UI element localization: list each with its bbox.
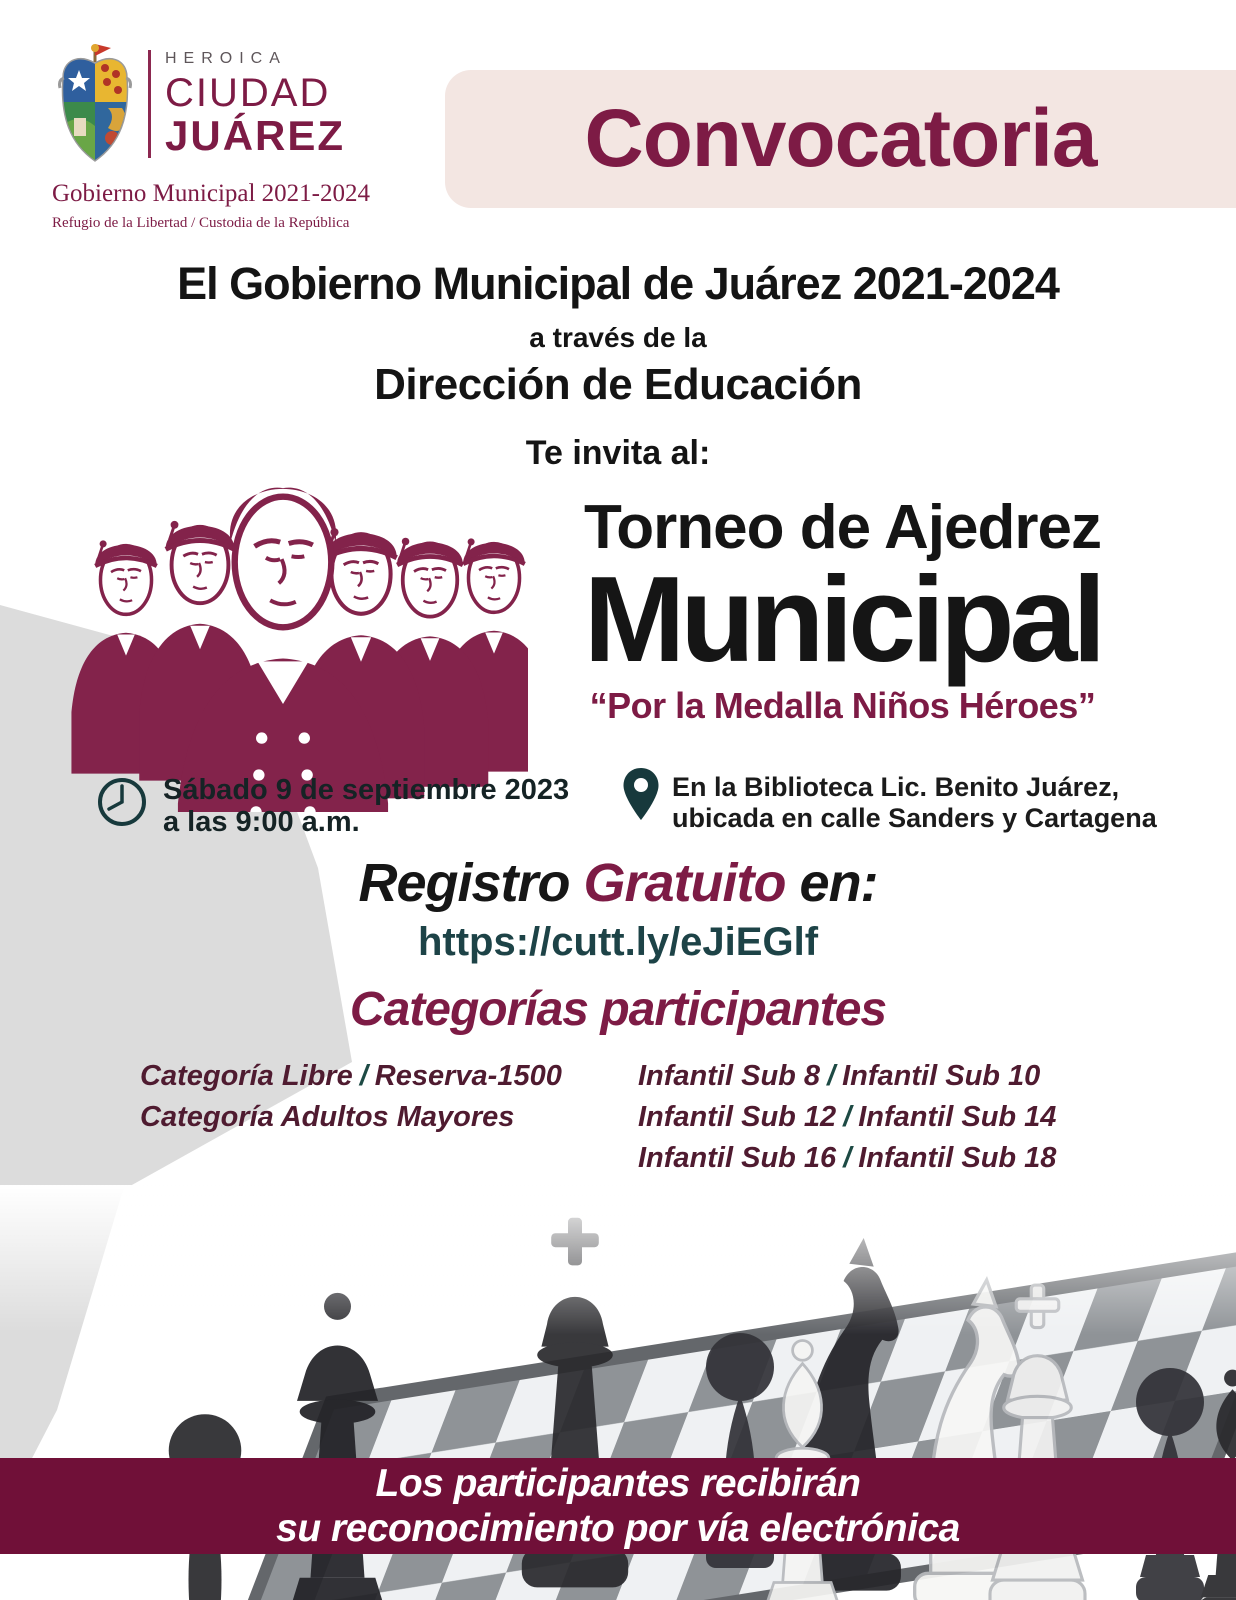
convocatoria-banner — [445, 70, 1236, 208]
category-row — [140, 1056, 562, 1097]
location-pin-icon — [622, 766, 660, 822]
registration-word-gratuito: Gratuito — [583, 853, 786, 913]
event-date-line2: a las 9:00 a.m. — [163, 806, 360, 838]
categories-left-column — [140, 1056, 562, 1138]
category-separator: / — [843, 1101, 852, 1133]
event-location-line2: ubicada en calle Sanders y Cartagena — [672, 803, 1157, 833]
event-subtitle: “Por la Medalla Niños Héroes” — [589, 685, 1096, 727]
logo-juarez: JUÁREZ — [165, 112, 346, 159]
city-logo-block — [52, 38, 432, 232]
category-label: Categoría Adultos Mayores — [140, 1101, 515, 1133]
category-label: Categoría Libre — [140, 1060, 353, 1092]
logo-ciudad: CIUDAD — [165, 71, 331, 115]
footer-banner — [0, 1458, 1236, 1554]
event-date-line1: Sábado 9 de septiembre 2023 — [163, 774, 570, 806]
registration-heading — [0, 852, 1236, 914]
category-row — [638, 1056, 1056, 1097]
ninos-heroes-illustration — [58, 462, 528, 812]
clock-icon — [96, 776, 148, 828]
category-label: Infantil Sub 18 — [858, 1142, 1057, 1174]
category-row — [638, 1138, 1056, 1179]
category-separator: / — [827, 1060, 836, 1092]
category-separator: / — [359, 1060, 368, 1092]
category-label: Infantil Sub 10 — [842, 1060, 1041, 1092]
logo-lema: Refugio de la Libertad / Custodia de la República — [52, 215, 350, 231]
event-title-line2: Municipal — [583, 551, 1102, 687]
category-label: Infantil Sub 16 — [638, 1142, 837, 1174]
category-label: Infantil Sub 14 — [858, 1101, 1057, 1133]
event-location — [672, 772, 1157, 834]
registration-word-en: en: — [799, 853, 878, 913]
categories-right-column — [638, 1056, 1056, 1179]
intro-line-atraves: a través de la — [529, 322, 707, 353]
registration-word-registro: Registro — [358, 853, 570, 913]
registration-url[interactable]: https://cutt.ly/eJiEGlf — [417, 920, 819, 964]
category-row — [638, 1097, 1056, 1138]
city-crest-logo — [52, 38, 138, 170]
category-label: Infantil Sub 12 — [638, 1101, 837, 1133]
convocatoria-title: Convocatoria — [584, 93, 1097, 184]
intro-line-gobierno: El Gobierno Municipal de Juárez 2021-2024 — [177, 258, 1059, 309]
event-title-line1: Torneo de Ajedrez — [584, 493, 1101, 562]
logo-gobierno-municipal: Gobierno Municipal 2021-2024 — [52, 180, 371, 207]
logo-divider — [148, 50, 151, 158]
footer-line2: su reconocimiento por vía electrónica — [276, 1507, 960, 1550]
intro-line-invita: Te invita al: — [525, 434, 711, 472]
event-location-line1: En la Biblioteca Lic. Benito Juárez, — [672, 772, 1120, 802]
logo-heroica: HEROICA — [165, 50, 287, 67]
category-separator: / — [843, 1142, 852, 1174]
category-row — [140, 1097, 562, 1138]
category-label: Reserva-1500 — [374, 1060, 562, 1092]
intro-line-direccion: Dirección de Educación — [374, 360, 862, 409]
event-date — [163, 774, 569, 838]
categories-title: Categorías participantes — [349, 983, 887, 1036]
footer-line1: Los participantes recibirán — [375, 1462, 861, 1505]
category-label: Infantil Sub 8 — [638, 1060, 821, 1092]
